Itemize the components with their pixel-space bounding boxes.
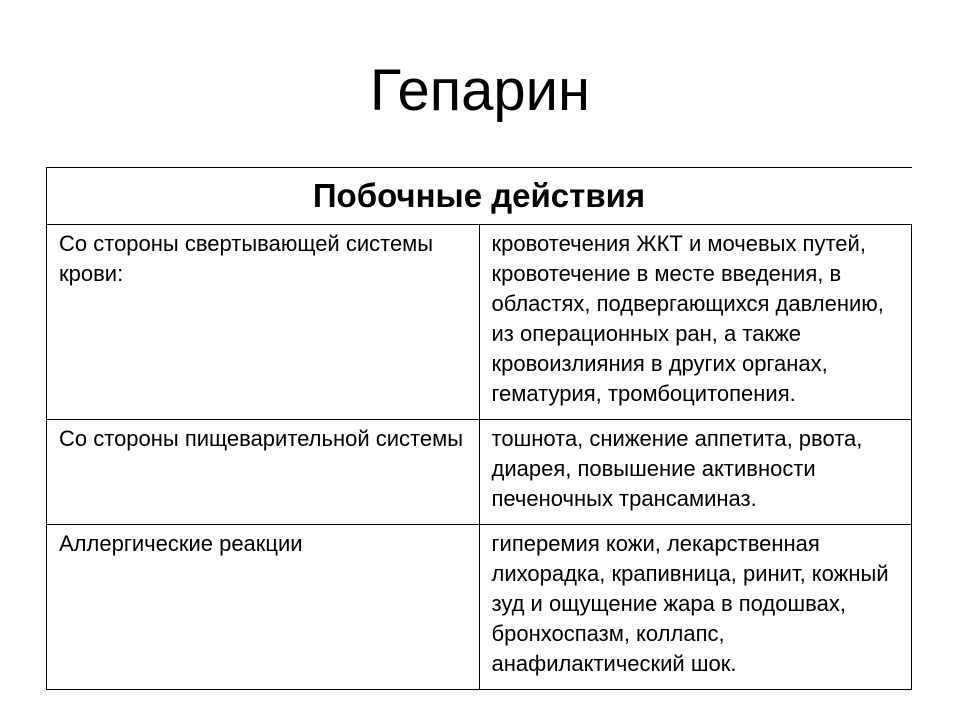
row-category-cell: Со стороны свертывающей системы крови: bbox=[47, 225, 480, 420]
side-effects-table-container bbox=[46, 167, 912, 690]
table-header-row bbox=[47, 168, 912, 225]
table-row bbox=[47, 225, 912, 420]
row-effects-cell: гиперемия кожи, лекарственная лихорадка, крапивница, ринит, кожный зуд и ощущение жара в подошвах, бронхоспазм, коллапс, анафилактический шок. bbox=[479, 525, 912, 690]
table-header: Побочные действия bbox=[47, 168, 912, 225]
row-effects-cell: кровотечения ЖКТ и мочевых путей, кровотечение в месте введения, в областях, подвергающихся давлению, из операционных ран, а также кровоизлияния в других органах, гематурия, тромбоцитопения. bbox=[479, 225, 912, 420]
row-category-cell: Аллергические реакции bbox=[47, 525, 480, 690]
row-effects-cell: тошнота, снижение аппетита, рвота, диарея, повышение активности печеночных трансаминаз. bbox=[479, 420, 912, 525]
table-row bbox=[47, 420, 912, 525]
row-category-cell: Со стороны пищеварительной системы bbox=[47, 420, 480, 525]
side-effects-table bbox=[46, 167, 912, 690]
slide-title: Гепарин bbox=[369, 58, 591, 123]
table-row bbox=[47, 525, 912, 690]
